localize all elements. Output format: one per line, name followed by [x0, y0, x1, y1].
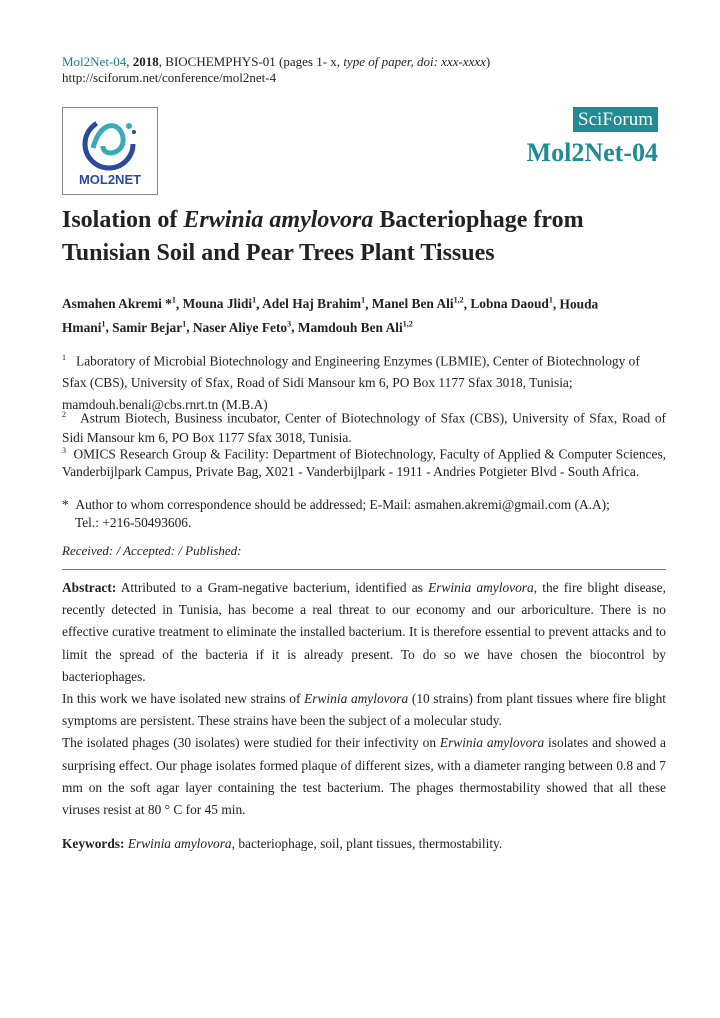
abstract [62, 577, 666, 821]
header-close: ) [485, 54, 491, 69]
keywords: Keywords: Erwinia amylovora, bacteriophage, soil, plant tissues, thermostability. [62, 836, 503, 851]
title-line2: Tunisian Soil and Pear Trees Plant Tissues [62, 240, 495, 266]
author-list: Asmahen Akremi *$^1$, Mouna Jlidi$^1$, Adel Haj Brahim$^1$, Manel Ben Ali$^{1,2}$, Lobna Daoud$^1$, Houda Hmani$^1$, Samir Bejar$^1$, Naser Aliye Feto$^3$, Mamdouh Ben Ali$^{1,2}$ [62, 296, 599, 335]
correspondence: * Author to whom correspondence should be addressed; E-Mail: asmahen.akremi@gmail.com (A.A); Tel.: +216-50493606. [62, 497, 610, 530]
affiliation-2: $^2$ Astrum Biotech, Business incubator, Center of Biotechnology of Sfax (CBS), University of Sfax, Road of Sidi Mansour km 6, PO Box 1177 Sfax 3018, Tunisia. [62, 410, 666, 446]
author: Naser Aliye Feto$^3$ [192, 319, 292, 335]
affiliation-3: $^3$ OMICS Research Group & Facility: Department of Biotechnology, Faculty of Applied & Computer Sciences, Vanderbijlpark Campus, Private Bag, X021 - Vanderbijlpark - 1911 - Andries Potgieter Blvd - South Africa. [62, 446, 667, 480]
mol2net-logo [62, 107, 158, 195]
header-section: BIOCHEMPHYS-01 (pages 1- x, [165, 54, 344, 69]
sciforum-badge: SciForum [573, 107, 658, 132]
journal-name[interactable]: Mol2Net-04 [62, 54, 127, 69]
running-header: Mol2Net-04, 2018, BIOCHEMPHYS-01 (pages 1- x, type of paper, doi: xxx-xxxx) [62, 54, 491, 69]
author: Manel Ben Ali$^{1,2}$ [371, 296, 464, 312]
author: Mamdouh Ben Ali$^{1,2}$ [297, 319, 413, 335]
abstract-p2: In this work we have isolated new strains of Erwinia amylovora (10 strains) from plant tissues where fire blight symptoms are persistent. These strains have been the subject of a molecular study. [62, 691, 666, 729]
author: Hmani$^1$ [62, 319, 106, 335]
author: Adel Haj Brahim$^1$ [262, 296, 366, 312]
author: Samir Bejar$^1$ [112, 319, 187, 335]
author: Asmahen Akremi *$^1$ [62, 296, 176, 312]
publication-dates: Received: / Accepted: / Published: [62, 543, 242, 558]
author: Mouna Jlidi$^1$ [182, 296, 257, 312]
paper-title [62, 204, 662, 270]
abstract-p1: Abstract: Attributed to a Gram-negative bacterium, identified as Erwinia amylovora, the fire blight disease, recently detected in Tunisia, has become a real threat to our economy and our arboriculture. There is no effective curative treatment to eliminate the installed bacterium. It is therefore essential to prevent attacks and to limit the spread of the bacteria if it is already present. To do so we have chosen the biocontrol by bacteriophages. [62, 580, 666, 684]
logo-text: MOL2NET [78, 172, 142, 187]
author: Lobna Daoud$^1$ [470, 296, 553, 312]
affiliation-1: $^1$ Laboratory of Microbial Biotechnology and Engineering Enzymes (LBMIE), Center of Biotechnology of Sfax (CBS), University of Sfax, Road of Sidi Mansour km 6, PO Box 1177 Sfax 3018, Tunisia; mamdouh.benali@cbs.rnrt.tn (M.B.A) [62, 353, 640, 413]
abstract-p3: The isolated phages (30 isolates) were studied for their infectivity on Erwinia amylovora isolates and showed a surprising effect. Our phage isolates formed plaque of different sizes, with a diameter ranging between 0.8 and 7 mm on the soft agar layer containing the test bacterium. The phages thermostability showed that all these viruses resist at 80 ° C for 45 min. [62, 735, 666, 818]
title-species: Erwinia amylovora [183, 207, 374, 233]
header-type: type of paper, doi: xxx-xxxx [343, 54, 486, 69]
conference-name: Mol2Net-04 [526, 138, 658, 167]
title-post: Bacteriophage from [373, 207, 584, 233]
title-pre: Isolation of [62, 207, 184, 233]
divider [62, 569, 666, 570]
conference-url[interactable]: http://sciforum.net/conference/mol2net-4 [62, 70, 277, 85]
header-year: 2018 [132, 54, 159, 69]
